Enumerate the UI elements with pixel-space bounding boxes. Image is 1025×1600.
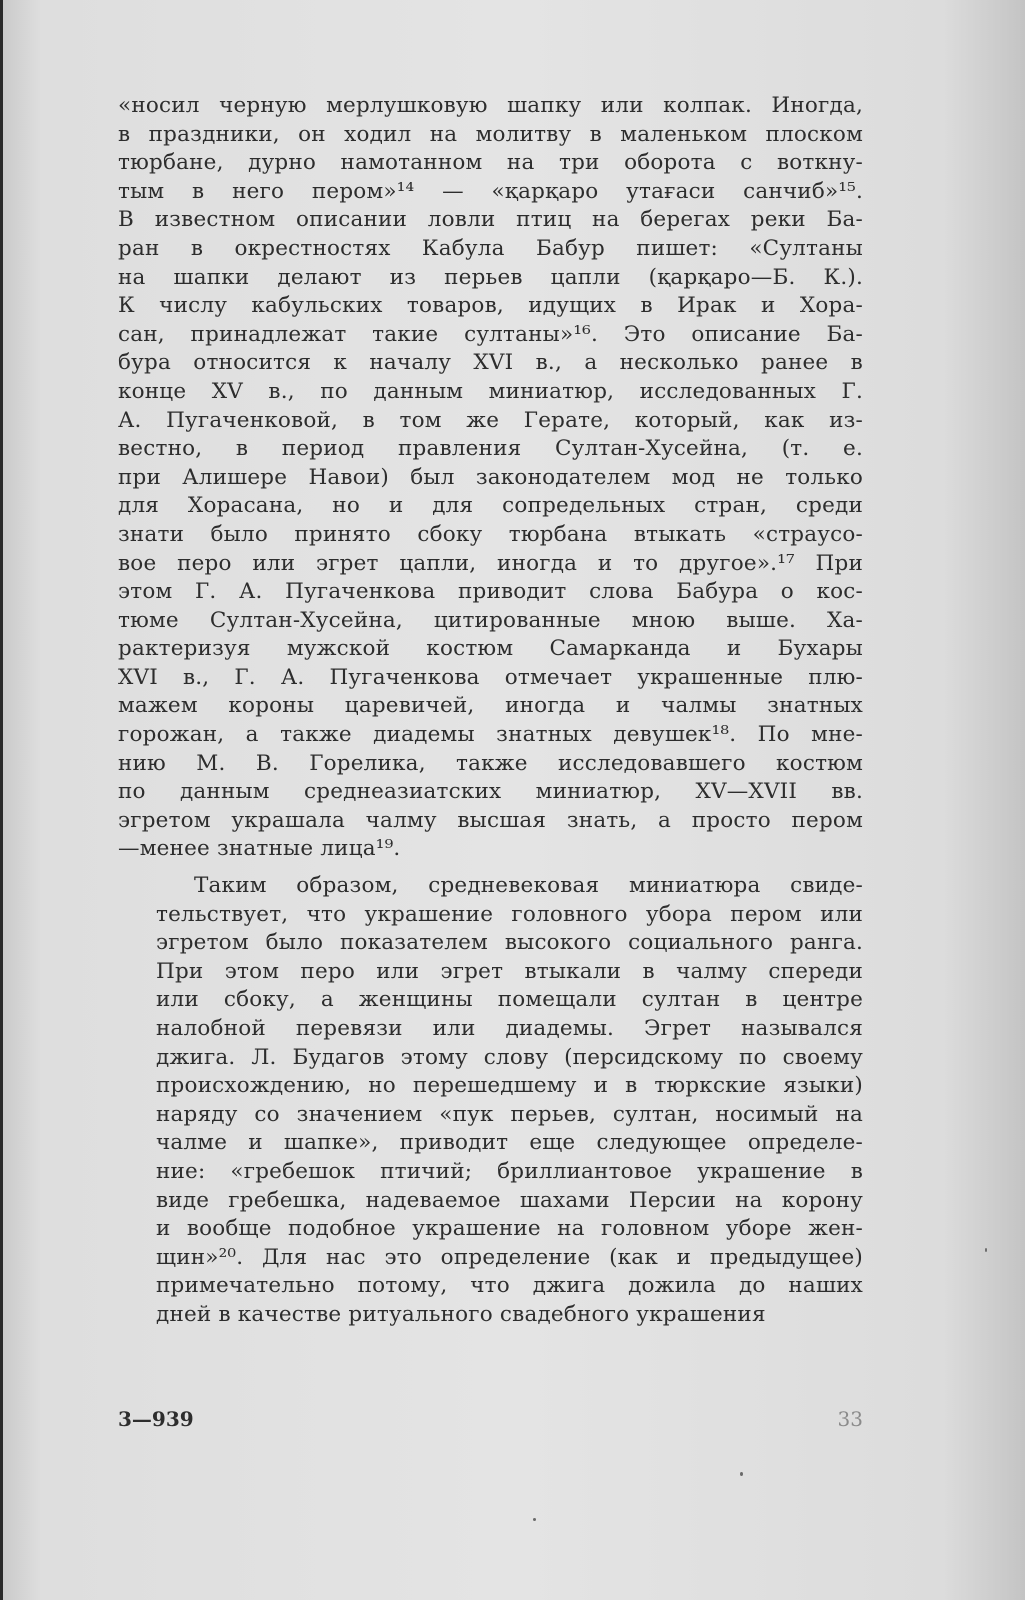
scan-speck: [985, 1248, 987, 1252]
paragraph-1-line: для Хорасана, но и для сопредельных стран, среди: [118, 493, 863, 519]
paragraph-2-line: наряду со значением «пук перьев, султан, носимый на: [156, 1101, 863, 1127]
paragraph-1-line: по данным среднеазиатских миниатюр, XV—XVII вв.: [118, 779, 863, 805]
paragraph-2-line: Таким образом, средневековая миниатюра свиде-: [194, 873, 863, 899]
paragraph-1-line: —менее знатные лица¹⁹.: [118, 836, 401, 862]
paragraph-1-line: конце XV в., по данным миниатюр, исследованных Г.: [118, 378, 863, 404]
paragraph-1-line: этом Г. А. Пугаченкова приводит слова Бабура о кос-: [118, 579, 863, 605]
paragraph-2-line: щин»²⁰. Для нас это определение (как и предыдущее): [156, 1244, 863, 1270]
paragraph-2-line: ние: «гребешок птичий; бриллиантовое украшение в: [156, 1158, 863, 1184]
paragraph-1-line: при Алишере Навои) был законодателем мод не только: [118, 464, 863, 490]
paragraph-1-line: горожан, а также диадемы знатных девушек¹⁸. По мне-: [118, 722, 863, 748]
paragraph-1-line: нию М. В. Горелика, также исследовавшего костюм: [118, 750, 863, 776]
paragraph-2-line: или сбоку, а женщины помещали султан в центре: [156, 987, 863, 1013]
scan-speck: [740, 1472, 743, 1476]
paragraph-1-line: вое перо или эгрет цапли, иногда и то другое».¹⁷ При: [118, 550, 863, 576]
paragraph-1-line: «носил черную мерлушковую шапку или колпак. Иногда,: [118, 93, 863, 118]
paragraph-1-line: эгретом украшала чалму высшая знать, а просто пером: [118, 807, 863, 833]
paragraph-1-line: А. Пугаченковой, в том же Герате, который, как из-: [118, 407, 863, 433]
paragraph-2-line: При этом перо или эгрет втыкали в чалму спереди: [156, 958, 863, 984]
paragraph-1-line: рактеризуя мужской костюм Самарканда и Бухары: [118, 636, 863, 662]
paragraph-1-line: тюрбане, дурно намотанном на три оборота с воткну-: [118, 150, 863, 176]
paragraph-2-line: джига. Л. Будагов этому слову (персидскому по своему: [156, 1044, 863, 1070]
paragraph-2-line: налобной перевязи или диадемы. Эгрет назывался: [156, 1016, 863, 1041]
paragraph-1-line: тым в него пером»¹⁴ — «қарқаро утағаси санчиб»¹⁵.: [118, 178, 863, 204]
paragraph-2-line: виде гребешка, надеваемое шахами Персии на корону: [156, 1187, 863, 1213]
paragraph-1-line: мажем короны царевичей, иногда и чалмы знатных: [118, 693, 863, 719]
paragraph-2-line: тельствует, что украшение головного убора пером или: [156, 901, 863, 927]
paragraph-2-line: происхождению, но перешедшему и в тюркские языки): [156, 1073, 863, 1099]
paragraph-1-line: В известном описании ловли птиц на берегах реки Ба-: [118, 207, 863, 233]
paragraph-2-line: чалме и шапке», приводит еще следующее определе-: [156, 1130, 863, 1156]
paragraph-2-line: примечательно потому, что джига дожила до наших: [156, 1273, 863, 1299]
paragraph-1-line: К числу кабульских товаров, идущих в Ирак и Хора-: [118, 293, 863, 319]
paragraph-1-line: вестно, в период правления Султан-Хусейна, (т. е.: [118, 436, 863, 462]
paragraph-1: [118, 92, 863, 864]
scan-speck: [533, 1518, 536, 1521]
paragraph-2-line: дней в качестве ритуального свадебного украшения: [156, 1301, 766, 1327]
paragraph-1-line: ран в окрестностях Кабула Бабур пишет: «Султаны: [118, 235, 863, 261]
page-number: 33: [837, 1407, 863, 1431]
paragraph-2-line: и вообще подобное украшение на головном уборе жен-: [156, 1216, 863, 1242]
paragraph-1-line: в праздники, он ходил на молитву в маленьком плоском: [118, 121, 863, 147]
paragraph-1-line: XVI в., Г. А. Пугаченкова отмечает украшенные плю-: [118, 664, 863, 690]
paragraph-1-line: тюме Султан-Хусейна, цитированные мною выше. Ха-: [118, 607, 863, 633]
paragraph-2-line: эгретом было показателем высокого социального ранга.: [156, 930, 863, 956]
paragraph-1-line: сан, принадлежат такие султаны»¹⁶. Это описание Ба-: [118, 321, 863, 347]
printer-signature-mark: 3—939: [118, 1407, 194, 1431]
paragraph-2: [118, 872, 863, 1330]
paragraph-1-line: знати было принято сбоку тюрбана втыкать «страусо-: [118, 521, 863, 547]
paragraph-1-line: бура относится к началу XVI в., а несколько ранее в: [118, 350, 863, 376]
body-text: [118, 92, 863, 1330]
paragraph-1-line: на шапки делают из перьев цапли (қарқаро—Б. К.).: [118, 264, 863, 290]
